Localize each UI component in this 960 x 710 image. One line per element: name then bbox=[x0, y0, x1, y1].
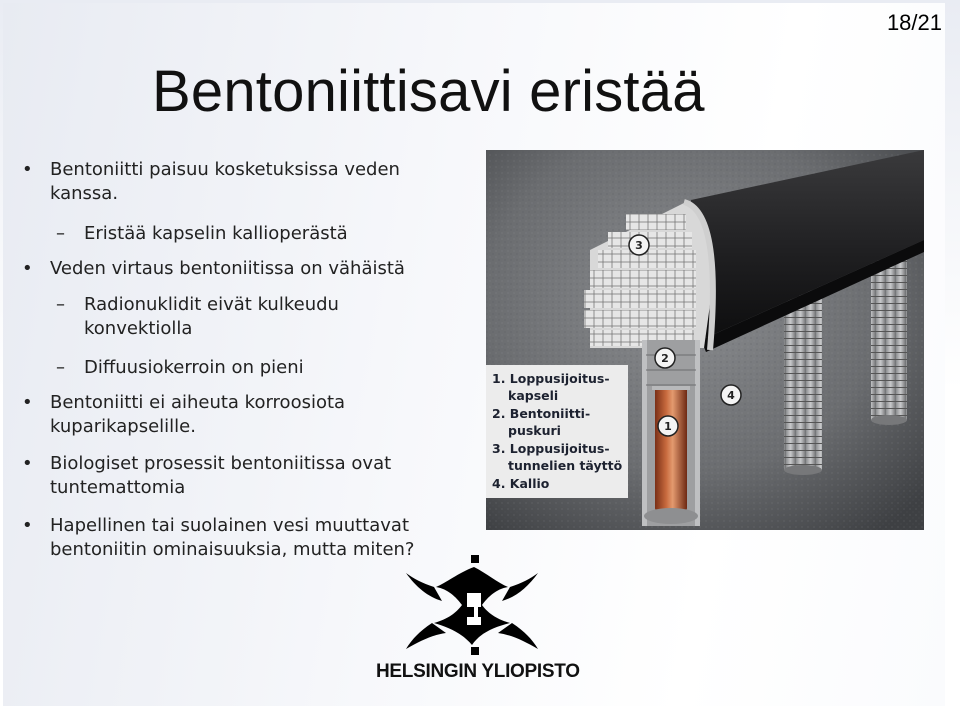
legend-line: 4. Kallio bbox=[492, 476, 550, 491]
deposition-hole-mid bbox=[784, 290, 822, 470]
legend-line: 2. Bentoniitti- bbox=[492, 406, 591, 421]
marker-3 bbox=[629, 235, 649, 255]
legend-line: 1. Loppusijoitus- bbox=[492, 371, 610, 386]
sub-bullet-item bbox=[22, 222, 348, 246]
bullet-item bbox=[22, 391, 352, 439]
marker-1 bbox=[658, 416, 678, 436]
bullet-marker: • bbox=[22, 159, 33, 180]
marker-1-label: 1 bbox=[664, 420, 672, 433]
bullet-text: Veden virtaus bentoniitissa on vähäistä bbox=[50, 258, 405, 279]
legend-line: puskuri bbox=[508, 423, 561, 438]
flame-emblem-icon bbox=[376, 553, 572, 661]
logo-wordmark: HELSINGIN YLIOPISTO bbox=[376, 661, 580, 682]
bullet-item bbox=[22, 452, 412, 500]
page-number: 18/21 bbox=[886, 10, 942, 35]
bullet-text: Bentoniitti ei aiheuta korroosiota kuparikapselille. bbox=[50, 392, 346, 437]
bullet-marker: • bbox=[22, 453, 33, 474]
sub-bullet-text: Eristää kapselin kallioperästä bbox=[84, 223, 348, 244]
bullet-text: Biologiset prosessit bentoniitissa ovat tuntemattomia bbox=[50, 453, 392, 498]
marker-2 bbox=[655, 348, 675, 368]
dash-marker: – bbox=[56, 223, 65, 244]
deposition-hole-mid-base bbox=[784, 465, 822, 475]
sub-bullet-item bbox=[22, 293, 362, 341]
bullet-text: Hapellinen tai suolainen vesi muuttavat bentoniitin ominaisuuksia, mutta miten? bbox=[50, 515, 415, 560]
deposition-hole-far-base bbox=[871, 415, 907, 425]
legend-line: kapseli bbox=[508, 388, 559, 403]
buffer-edge-right bbox=[695, 340, 700, 526]
marker-3-label: 3 bbox=[635, 239, 643, 252]
deposition-hole-bottom bbox=[644, 508, 698, 524]
bullet-marker: • bbox=[22, 258, 33, 279]
sub-bullet-text: Radionuklidit eivät kulkeudu konvektiolla bbox=[84, 294, 339, 339]
bullet-marker: • bbox=[22, 392, 33, 413]
bullet-item bbox=[22, 514, 432, 562]
bullet-item bbox=[22, 257, 405, 281]
legend-line: tunnelien täyttö bbox=[508, 458, 623, 473]
sub-bullet-text: Diffuusiokerroin on pieni bbox=[84, 357, 304, 378]
dash-marker: – bbox=[56, 294, 65, 315]
university-logo bbox=[376, 553, 580, 688]
marker-4 bbox=[721, 385, 741, 405]
canister-lid bbox=[652, 386, 690, 390]
bullet-marker: • bbox=[22, 515, 33, 536]
deposition-hole-far bbox=[871, 260, 907, 420]
legend-line: 3. Loppusijoitus- bbox=[492, 441, 610, 456]
repository-diagram bbox=[486, 150, 924, 530]
buffer-edge-left bbox=[642, 340, 647, 526]
marker-2-label: 2 bbox=[661, 352, 669, 365]
slide-title: Bentoniittisavi eristää bbox=[152, 59, 705, 124]
bullet-item bbox=[22, 158, 432, 206]
dash-marker: – bbox=[56, 357, 65, 378]
marker-4-label: 4 bbox=[727, 389, 735, 402]
bullet-text: Bentoniitti paisuu kosketuksissa veden kanssa. bbox=[50, 159, 400, 204]
copper-canister bbox=[655, 386, 687, 510]
sub-bullet-item bbox=[22, 356, 304, 380]
